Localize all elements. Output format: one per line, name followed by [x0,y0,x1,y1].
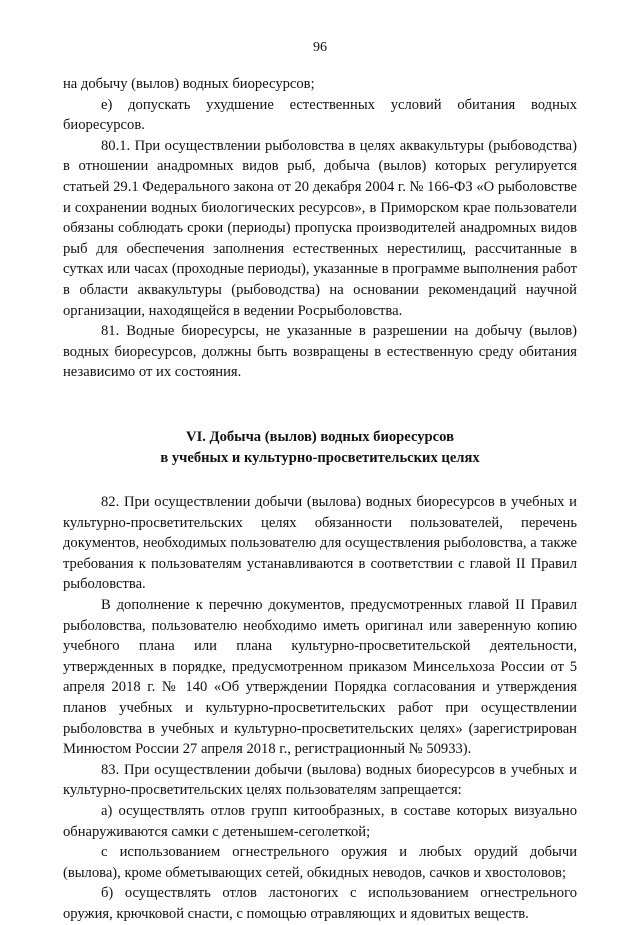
paragraph: В дополнение к перечню документов, предусмотренных главой II Правил рыболовства, пользователю необходимо иметь оригинал или заверенную копию учебного плана или плана культурно-просветительской деятельности, утвержденных в порядке, предусмотренном приказом Минсельхоза России от 5 апреля 2018 г. № 140 «Об утверждении Порядка согласования и утверждения планов учебных и культурно-просветительских работ при осуществлении рыболовства в учебных и культурно-просветительских целях» (зарегистрирован Минюстом России 27 апреля 2018 г., регистрационный № 50933). [63,597,577,758]
document-body [63,74,577,925]
paragraph: е) допускать ухудшение естественных условий обитания водных биоресурсов. [63,96,577,134]
paragraph: на добычу (вылов) водных биоресурсов; [63,76,315,92]
paragraph: а) осуществлять отлов групп китообразных, в составе которых визуально обнаруживаются самки с детенышем-сеголеткой; [63,803,577,840]
paragraph: б) осуществлять отлов ластоногих с использованием огнестрельного оружия, крючковой снасти, с помощью отравляющих и ядовитых веществ. [63,885,577,922]
paragraphs-before-heading [63,74,577,383]
paragraphs-after-heading [63,492,577,924]
paragraph: 80.1. При осуществлении рыболовства в целях аквакультуры (рыбоводства) в отношении анадромных видов рыб, добыча (вылов) которых регулируется статьей 29.1 Федерального закона от 20 декабря 2004 г. № 166-ФЗ «О рыболовстве и сохранении водных биологических ресурсов», в Приморском крае пользователи обязаны соблюдать сроки (периоды) пропуска производителей анадромных видов рыб для обеспечения заполнения естественных нерестилищ, рассчитанные в сутках или часах (проходные периоды), указанные в программе выполнения работ в области аквакультуры (рыбоводства) на основании рекомендаций научной организации, находящейся в ведении Росрыболовства. [63,137,577,319]
paragraph: с использованием огнестрельного оружия и любых орудий добычи (вылова), кроме обметывающих сетей, обкидных неводов, сачков и хвостоловов; [63,844,577,881]
section-heading-line-1: VI. Добыча (вылов) водных биоресурсов [186,428,454,445]
page-number: 96 [313,40,327,55]
section-heading [63,427,577,468]
section-heading-line-2: в учебных и культурно-просветительских целях [160,449,480,466]
paragraph: 82. При осуществлении добычи (вылова) водных биоресурсов в учебных и культурно-просветительских целях обязанности пользователей, перечень документов, необходимых пользователю для осуществления рыболовства, а также требования к пользователям устанавливаются в соответствии с главой II Правил рыболовства. [63,494,577,593]
paragraph: 81. Водные биоресурсы, не указанные в разрешении на добычу (вылов) водных биоресурсов, должны быть возвращены в естественную среду обитания независимо от их состояния. [63,323,577,381]
paragraph: 83. При осуществлении добычи (вылова) водных биоресурсов в учебных и культурно-просветительских целях пользователям запрещается: [63,761,577,799]
